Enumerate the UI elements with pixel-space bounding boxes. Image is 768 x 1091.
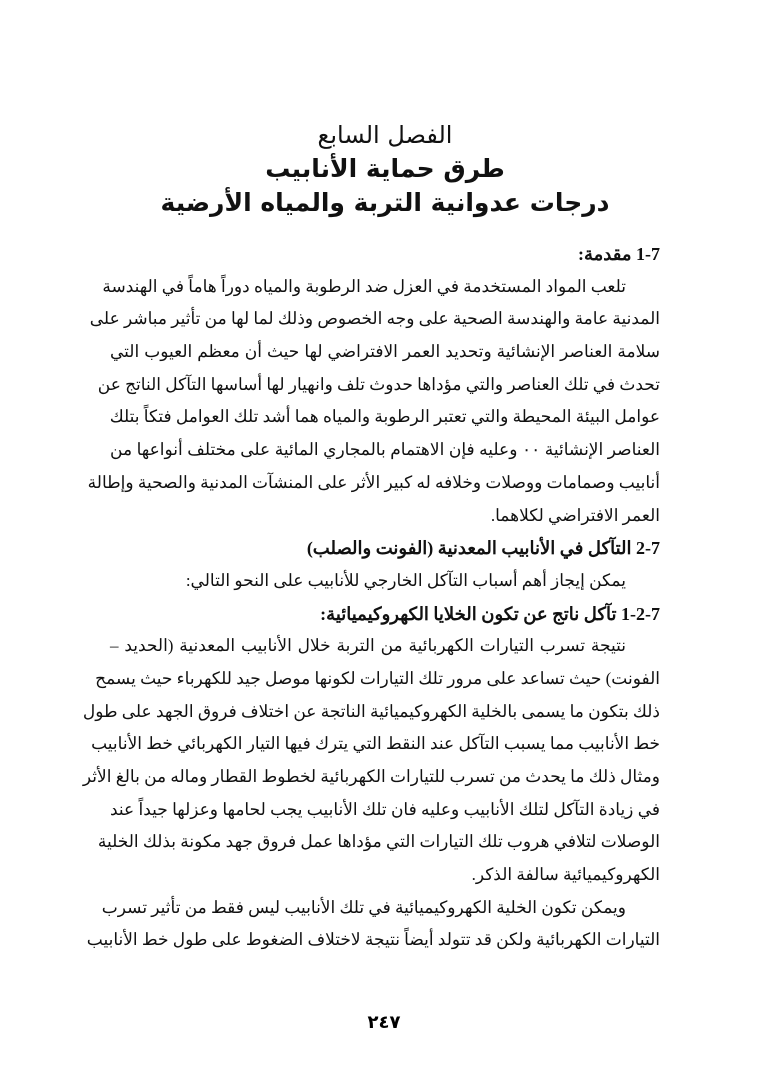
paragraph-line: أنابيب وصمامات ووصلات وخلافه له كبير الأثر على المنشآت المدنية والصحية وإطالة	[87, 472, 660, 492]
page-number: ٢٤٧	[367, 1012, 401, 1033]
section-heading-corrosion-metal-pipes: 2-7 التآكل في الأنابيب المعدنية (الفونت والصلب)	[306, 538, 660, 559]
paragraph-line: الوصلات لتلافي هروب تلك التيارات التي مؤداها عمل فروق جهد مكونة بذلك الخلية	[97, 832, 660, 852]
document-page	[82, 0, 661, 1091]
paragraph-line: العمر الافتراضي لكلاهما.	[490, 505, 660, 525]
paragraph-line: نتيجة تسرب التيارات الكهربائية من التربة خلال الأنابيب المعدنية (الحديد –	[110, 636, 627, 656]
chapter-topic: درجات عدوانية التربة والمياه الأرضية	[160, 188, 610, 217]
section-heading-introduction: 1-7 مقدمة:	[578, 244, 660, 264]
paragraph-line: التيارات الكهربائية ولكن قد تتولد أيضاً نتيجة لاختلاف الضغوط على طول خط الأنابيب	[86, 930, 660, 950]
paragraph-line: ذلك بتكون ما يسمى بالخلية الكهروكيميائية الناتجة عن اختلاف فروق الجهد على طول	[82, 701, 660, 721]
paragraph-line: الفونت) حيث تساعد على مرور تلك التيارات لكونها موصل جيد للكهرباء حيث يسمح	[95, 668, 660, 688]
chapter-title-block	[90, 118, 680, 220]
paragraph-line: سلامة العناصر الإنشائية وتحديد العمر الافتراضي لها حيث أن معظم العيوب التي	[110, 342, 660, 362]
chapter-number-title: الفصل السابع	[317, 121, 453, 149]
paragraph-line: ويمكن تكون الخلية الكهروكيميائية في تلك الأنابيب ليس فقط من تأثير تسرب	[101, 897, 626, 917]
paragraph-line: خط الأنابيب مما يسبب التآكل عند النقط التي يترك فيها التيار الكهربائي خط الأنابيب	[91, 734, 660, 754]
paragraph-line: عوامل البيئة المحيطة والتي تعتبر الرطوبة والمياه هما أشد تلك العوامل فتكاً بتلك	[109, 407, 660, 427]
section-heading-electrochemical-cells: 1-2-7 تآكل ناتج عن تكون الخلايا الكهروكيميائية:	[320, 603, 660, 624]
paragraph-line: الكهروكيميائية سالفة الذكر.	[471, 865, 660, 885]
body-text	[82, 238, 661, 957]
chapter-subtitle: طرق حماية الأنابيب	[265, 154, 505, 183]
paragraph-line: العناصر الإنشائية ٠٠ وعليه فإن الاهتمام بالمجاري المائية على مختلف أنواعها من	[110, 440, 661, 460]
paragraph-line: تلعب المواد المستخدمة في العزل ضد الرطوبة والمياه دوراً هاماً في الهندسة	[102, 276, 626, 296]
paragraph-line: في زيادة التآكل لتلك الأنابيب وعليه فان تلك الأنابيب يجب لحامها وعزلها جيداً عند	[110, 799, 660, 819]
paragraph-line: المدنية عامة والهندسة الصحية على وجه الخصوص وذلك لما لها من تأثير مباشر على	[89, 309, 660, 329]
paragraph-line: ومثال ذلك ما يحدث من تسرب للتيارات الكهربائية لخطوط القطار وماله من بالغ الأثر	[82, 767, 660, 786]
paragraph-line: تحدث في تلك العناصر والتي مؤداها حدوث تلف وانهيار لها أساسها التآكل الناتج عن	[97, 374, 660, 394]
paragraph-line: يمكن إيجاز أهم أسباب التآكل الخارجي للأنابيب على النحو التالي:	[185, 570, 626, 590]
